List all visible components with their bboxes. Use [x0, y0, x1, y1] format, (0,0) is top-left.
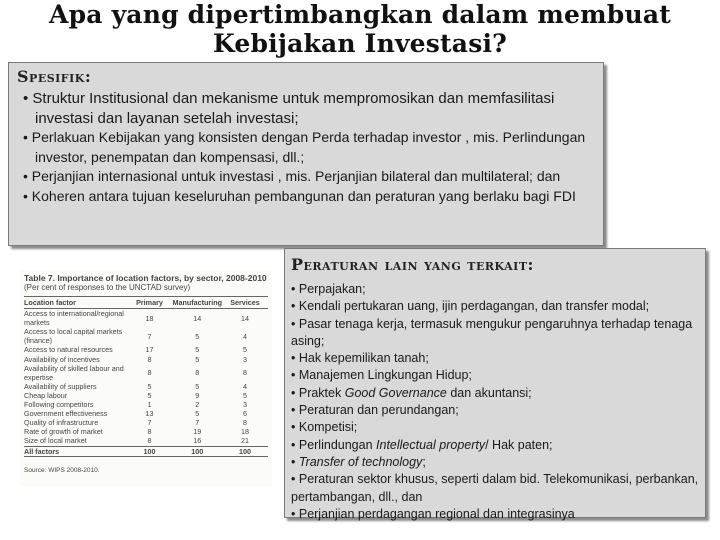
table-cell: 18	[241, 427, 249, 437]
related-item: • Peraturan sektor khusus, seperti dalam bid. Telekomunikasi, perbankan, pertambangan, dll., dan	[291, 471, 699, 506]
related-box	[284, 248, 706, 521]
table-cell: 8	[243, 418, 247, 428]
table-row	[24, 400, 268, 409]
table-row	[24, 427, 268, 436]
location-factors-table	[24, 296, 268, 457]
table-cell: Access to local capital markets (finance)	[24, 327, 123, 346]
table-title: Table 7. Importance of location factors, by sector, 2008-2010	[24, 273, 267, 283]
related-item: • Peraturan dan perundangan;	[291, 402, 699, 419]
table-cell: Availability of skilled labour and expertise	[24, 363, 124, 382]
table-cell: 1	[147, 400, 152, 410]
table-row	[24, 391, 268, 400]
table-cell: Government effectiveness	[24, 409, 108, 419]
related-item	[291, 454, 699, 471]
table-cell: Access to international/regional markets	[24, 309, 124, 328]
page-title	[0, 0, 720, 58]
table-row	[24, 345, 268, 354]
related-item: • Pasar tenaga kerja, termasuk mengukur pengaruhnya terhadap tenaga asing;	[291, 316, 699, 351]
table-cell: 7	[195, 418, 200, 428]
table-row	[24, 436, 268, 446]
related-list	[291, 281, 699, 523]
table-row	[24, 309, 268, 328]
specific-heading: Spesifik:	[17, 67, 92, 86]
specific-item: • Struktur Institusional dan mekanisme untuk mempromosikan dan memfasilitasi investasi dan layanan setelah investasi;	[17, 89, 595, 128]
related-item-emphasis: Intellectual property	[376, 437, 486, 452]
related-item-text: ;	[422, 454, 426, 469]
specific-box	[8, 62, 604, 246]
table-cell: 8	[147, 368, 152, 378]
table-cell: 14	[241, 313, 249, 323]
table-cell: 8	[195, 368, 200, 378]
table-cell: Rate of growth of market	[24, 427, 103, 437]
table-cell: 21	[241, 436, 249, 446]
table-cell: 8	[147, 354, 152, 364]
page-title-line-1: Apa yang dipertimbangkan dalam membuat	[49, 0, 671, 29]
table-cell: 6	[243, 409, 247, 419]
table-row	[24, 382, 268, 391]
table-cell: 18	[145, 313, 154, 323]
related-item-emphasis: Good Governance	[344, 385, 447, 400]
table-row	[24, 418, 268, 427]
table-subtitle: (Per cent of responses to the UNCTAD survey)	[24, 283, 191, 292]
specific-item: • Koheren antara tujuan keseluruhan pembangunan dan peraturan yang berlaku bagi FDI	[17, 187, 595, 207]
table-cell: 5	[195, 331, 200, 341]
specific-list	[17, 89, 595, 207]
related-item-text: / Hak paten;	[485, 437, 553, 452]
table-row	[24, 409, 268, 418]
table-cell: Access to natural resources	[24, 345, 113, 355]
table-cell: 2	[195, 400, 200, 410]
table-cell: 5	[195, 354, 200, 364]
related-item: • Hak kepemilikan tanah;	[291, 350, 699, 367]
table-row	[24, 364, 268, 382]
table-cell: 8	[147, 436, 152, 446]
table-cell: 8	[147, 427, 152, 437]
table-cell: 4	[243, 381, 247, 391]
table-cell: 8	[243, 368, 247, 378]
table-cell: 19	[193, 427, 202, 437]
table-header: Manufacturing	[172, 298, 222, 307]
table-cell: 17	[145, 345, 154, 355]
table-cell: 3	[243, 400, 247, 410]
table-cell: 5	[195, 409, 200, 419]
location-factors-table-image	[20, 270, 272, 486]
table-cell: All factors	[24, 446, 126, 456]
related-item	[291, 385, 699, 402]
related-item-text: Praktek	[298, 385, 345, 400]
related-heading: Peraturan lain yang terkait:	[291, 255, 534, 274]
table-cell: 14	[193, 313, 202, 323]
related-item-emphasis: Transfer of technology	[298, 454, 423, 469]
table-row	[24, 355, 268, 364]
related-item-text: dan akuntansi;	[446, 385, 532, 400]
table-cell: 16	[193, 436, 202, 446]
table-cell: 5	[243, 345, 247, 355]
table-cell: 5	[243, 390, 247, 400]
table-cell: Quality of infrastructure	[24, 418, 99, 428]
related-item: • Manajemen Lingkungan Hidup;	[291, 367, 699, 384]
related-item	[291, 437, 699, 454]
table-cell: 5	[147, 390, 152, 400]
table-total-row	[24, 446, 268, 456]
table-cell: Following competitors	[24, 400, 94, 410]
table-cell: 13	[145, 409, 154, 419]
table-cell: 9	[195, 390, 200, 400]
related-item: • Perjanjian perdagangan regional dan integrasinya	[291, 506, 699, 523]
table-header-row	[24, 297, 268, 309]
table-header: Primary	[126, 297, 172, 309]
related-item-text: Perlindungan	[298, 437, 377, 452]
table-cell: 4	[243, 331, 247, 341]
specific-item: • Perlakuan Kebijakan yang konsisten dengan Perda terhadap investor , mis. Perlindungan investor, penempatan dan kompensasi, dll.;	[17, 128, 595, 167]
table-cell: 100	[126, 446, 172, 456]
related-item: • Kompetisi;	[291, 419, 699, 436]
page-title-line-2: Kebijakan Investasi?	[212, 29, 508, 58]
table-cell: 7	[147, 331, 152, 341]
table-cell: 5	[195, 345, 200, 355]
table-row	[24, 327, 268, 345]
table-cell: 5	[147, 381, 152, 391]
specific-item: • Perjanjian internasional untuk investasi , mis. Perjanjian bilateral dan multilateral; dan	[17, 167, 595, 187]
table-source: Source: WIPS 2008-2010.	[24, 466, 100, 474]
table-cell: Size of local market	[24, 436, 87, 446]
related-item: • Kendali pertukaran uang, ijin perdagangan, dan transfer modal;	[291, 298, 699, 315]
related-item: • Perpajakan;	[291, 281, 699, 298]
table-cell: 5	[195, 381, 200, 391]
table-cell: 7	[147, 418, 152, 428]
table-cell: 100	[172, 446, 222, 456]
table-cell: Availability of incentives	[24, 354, 100, 364]
table-cell: 100	[222, 446, 268, 456]
table-cell: Cheap labour	[24, 390, 68, 400]
table-body	[24, 309, 268, 457]
table-header: Services	[222, 297, 268, 309]
table-cell: Availability of suppliers	[24, 381, 97, 391]
table-cell: 3	[243, 354, 247, 364]
table-header: Location factor	[24, 297, 126, 309]
